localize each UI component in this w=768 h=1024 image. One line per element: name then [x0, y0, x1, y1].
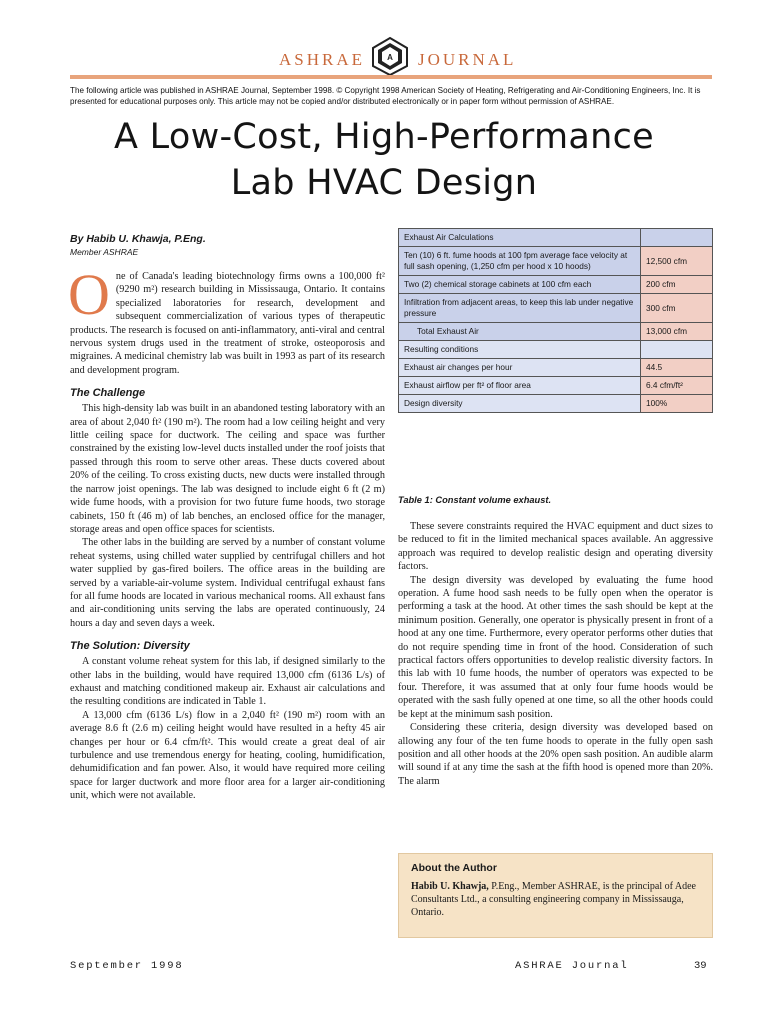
table-row: [399, 323, 713, 341]
solution-heading: The Solution: Diversity: [70, 640, 190, 653]
table-row: [399, 377, 713, 395]
table-cell-label: Two (2) chemical storage cabinets at 100 cfm each: [399, 276, 641, 294]
right-paragraph-3: Considering these criteria, design diversity was developed based on allowing any four of the ten fume hoods to operate in the fully open sash position and all other hoods at the 20% open sash position. An audible alarm will sound if at any time the sash at the fifth hood is opened more than 20%. The alarm: [398, 722, 713, 787]
about-author-text: [411, 880, 700, 919]
table-cell-label: Ten (10) 6 ft. fume hoods at 100 fpm average face velocity at full sash opening, (1,250 cfm per hood x 10 hoods): [399, 247, 641, 276]
table-cell-label: Exhaust air changes per hour: [399, 359, 641, 377]
title-line-2: Lab HVAC Design: [230, 163, 538, 203]
table-cell-value: 6.4 cfm/ft²: [641, 377, 713, 395]
right-paragraph-1: These severe constraints required the HVAC equipment and duct sizes to be reduced to fit in the limited mechanical spaces available. An aggressive approach was required to develop realistic design and operating diversity factors.: [398, 521, 713, 573]
article-title: [40, 114, 728, 206]
svg-text:A: A: [387, 53, 393, 62]
solution-paragraph-1: A constant volume reheat system for this lab, if designed similarly to the other labs in the building, would have required 13,000 cfm (6136 L/s) of exhaust and matching conditioned makeup air. Exhaust air calculations and the resulting conditions are indicated in Table 1.: [70, 656, 385, 708]
ashrae-logo: [369, 36, 411, 76]
intro-text: ne of Canada's leading biotechnology firms owns a 100,000 ft² (9290 m²) research building in Mississauga, Ontario. It contains specialized laboratories for research, development and subsequent commercialization of various types of therapeutic products. The research is focused on anti-inflammatory, anti-viral and central nervous system drugs used in the treatment of stroke, osteoporosis and migraines. A medicinal chemistry lab was built in 1993 as part of its research and development program.: [70, 271, 385, 376]
table-caption: Table 1: Constant volume exhaust.: [398, 495, 552, 505]
challenge-paragraph-1: This high-density lab was built in an abandoned testing laboratory with an area of about 2,040 ft² (190 m²). The room had a low ceiling height and very little ceiling space for ductwork. The ceiling and space was further constrained by the existing low-level ducts installed under the roof joists that passed through this room to serve other areas. These ducts covered about 20% of the ceiling. To cross existing ducts, new ducts were installed through the narrow joist openings. The lab was designed to include eight 6 ft (2 m) wide fume hoods, with a provision for two future fume hoods, two storage cabinets, 150 ft (46 m) of lab benches, an enclosed office for the manager, storage areas and open office spaces for scientists.: [70, 403, 385, 535]
footer-date: September 1998: [70, 960, 184, 972]
right-column: [398, 520, 713, 788]
solution-paragraph-2: A 13,000 cfm (6136 L/s) flow in a 2,040 ft² (190 m²) room with an average 8.6 ft (2.6 m) ceiling height would have resulted in a hefty 45 air changes per hour or 6.4 cfm/ft². This would create a great deal of air turbulence and use tremendous energy for heating, cooling, humidification, dehumidification and fan power. Also, it would have required more ceiling space for larger ductwork and more floor area for a larger air-conditioning unit, which were not available.: [70, 709, 385, 802]
copyright-notice: The following article was published in ASHRAE Journal, September 1998. © Copyright 1998 American Society of Heating, Refrigerating and Air-Conditioning Engineers, Inc. It is presented for educational purposes only. This article may not be copied and/or distributed electronically or in paper form without permission of ASHRAE.: [70, 86, 701, 106]
table-row: [399, 395, 713, 413]
exhaust-table: [398, 228, 713, 413]
about-author-description: P.Eng., Member ASHRAE, is the principal of Adee Consultants Ltd., a consulting engineering company in Mississauga, Ontario.: [411, 881, 696, 918]
table-row: [399, 276, 713, 294]
table-cell-label: Exhaust airflow per ft² of floor area: [399, 377, 641, 395]
table-cell-label: Design diversity: [399, 395, 641, 413]
challenge-heading: The Challenge: [70, 387, 146, 400]
title-line-1: A Low-Cost, High-Performance: [114, 117, 654, 157]
table-row: [399, 294, 713, 323]
table-cell-value: 12,500 cfm: [641, 247, 713, 276]
table-cell-value: 100%: [641, 395, 713, 413]
table-cell-label: Infiltration from adjacent areas, to keep this lab under negative pressure: [399, 294, 641, 323]
table-cell-value: 44.5: [641, 359, 713, 377]
table-cell-label: Total Exhaust Air: [399, 323, 641, 341]
table-subheader-blank: [641, 341, 713, 359]
header-rule: [70, 75, 712, 79]
about-author-box: [398, 853, 713, 938]
table-row: [399, 359, 713, 377]
left-column: [68, 262, 385, 803]
about-author-name: Habib U. Khawja,: [411, 881, 489, 892]
drop-cap: O: [68, 262, 110, 327]
masthead-right-text: JOURNAL: [418, 50, 517, 69]
author-byline: By Habib U. Khawja, P.Eng.: [70, 233, 206, 245]
table-cell-value: 300 cfm: [641, 294, 713, 323]
about-author-title: About the Author: [411, 862, 497, 874]
table-header: Exhaust Air Calculations: [399, 229, 641, 247]
masthead: [0, 36, 768, 76]
right-paragraph-2: The design diversity was developed by evaluating the fume hood operation. A fume hood sash needs to be fully open when the operator is performing a task at the hood. At other times the sash should be kept at the minimum position. Generally, one operator is physically present in front of a hood at any one time. Furthermore, every operator performs other duties that do not require spending time in front of the hood. Consideration of such practical factors offers opportunities to develop realistic diversity factors. In this lab with 10 fume hoods, the number of operators was expected to be four. Therefore, it was assumed that at only four fume hoods would be operated with the sash fully opened at one time, so all the other hoods could be kept at the minimum sash position.: [398, 574, 713, 720]
author-membership: Member ASHRAE: [70, 247, 139, 257]
table-header-blank: [641, 229, 713, 247]
table-subheader: Resulting conditions: [399, 341, 641, 359]
table-cell-value: 200 cfm: [641, 276, 713, 294]
intro-paragraph: [68, 262, 385, 377]
challenge-paragraph-2: The other labs in the building are served by a number of constant volume reheat systems, using chilled water supplied by centrifugal chillers and hot water supplied by gas-fired boilers. The office areas in the building are served by a variable-air-volume system. Individual centrifugal exhaust fans for all fume hoods are located in various mechanical rooms. All exhaust fans and air-conditioning units serving the labs are operated continuously, 24 hours a day and seven days a week.: [70, 537, 385, 629]
table-cell-value: 13,000 cfm: [641, 323, 713, 341]
page-number: 39: [694, 960, 707, 972]
footer-journal: ASHRAE Journal: [515, 960, 629, 972]
masthead-left-text: ASHRAE: [278, 50, 365, 69]
table-row: [399, 247, 713, 276]
